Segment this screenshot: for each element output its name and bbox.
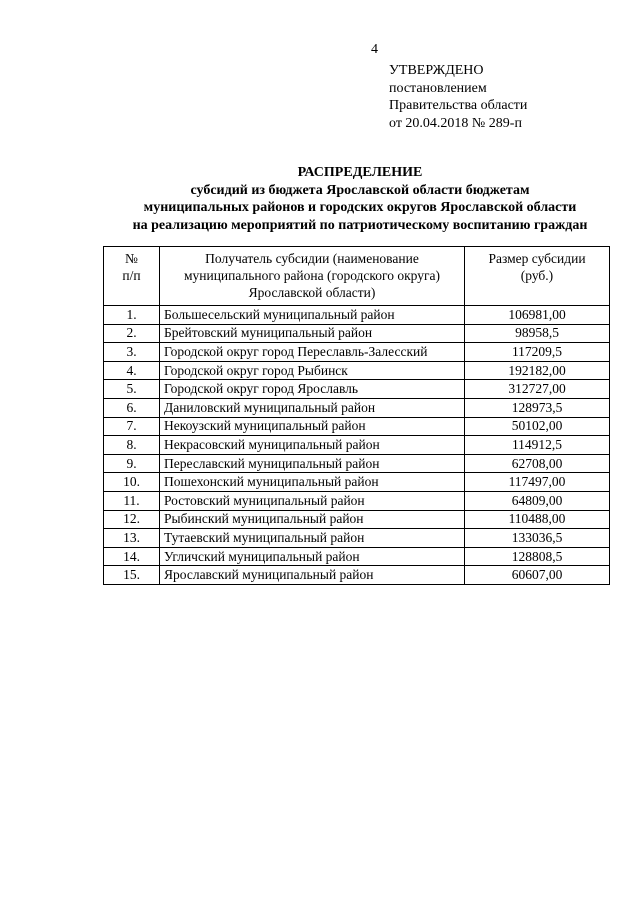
header-amount (465, 247, 610, 306)
row-recipient: Некоузский муниципальный район (160, 417, 465, 436)
row-recipient: Тутаевский муниципальный район (160, 529, 465, 548)
table-row (104, 566, 610, 585)
table-header-row (104, 247, 610, 306)
approval-line: от 20.04.2018 № 289-п (389, 115, 522, 131)
document-title (90, 164, 630, 234)
header-text: № (125, 251, 138, 266)
title-line: РАСПРЕДЕЛЕНИЕ (297, 165, 423, 180)
table-row (104, 343, 610, 362)
table-row (104, 454, 610, 473)
row-recipient: Пошехонский муниципальный район (160, 473, 465, 492)
header-recipient (160, 247, 465, 306)
title-line: субсидий из бюджета Ярославской области бюджетам (190, 182, 530, 198)
row-number: 8. (104, 436, 160, 455)
table-row (104, 547, 610, 566)
row-amount: 128808,5 (465, 547, 610, 566)
header-text: Получатель субсидии (наименование (205, 251, 419, 266)
row-amount: 60607,00 (465, 566, 610, 585)
row-amount: 192182,00 (465, 361, 610, 380)
row-number: 3. (104, 343, 160, 362)
title-line: на реализацию мероприятий по патриотическому воспитанию граждан (132, 217, 588, 233)
approval-stamp (389, 62, 527, 132)
row-amount: 133036,5 (465, 529, 610, 548)
row-amount: 128973,5 (465, 398, 610, 417)
row-number: 5. (104, 380, 160, 399)
table-row (104, 510, 610, 529)
row-recipient: Большесельский муниципальный район (160, 306, 465, 325)
row-amount: 110488,00 (465, 510, 610, 529)
row-amount: 98958,5 (465, 324, 610, 343)
row-recipient: Городской округ город Ярославль (160, 380, 465, 399)
row-amount: 64809,00 (465, 491, 610, 510)
row-recipient: Ярославский муниципальный район (160, 566, 465, 585)
header-text: п/п (122, 268, 141, 283)
table-row (104, 324, 610, 343)
row-number: 9. (104, 454, 160, 473)
table-row (104, 398, 610, 417)
header-text: Ярославской области) (248, 285, 376, 300)
row-number: 13. (104, 529, 160, 548)
table-row (104, 436, 610, 455)
header-text: муниципального района (городского округа) (183, 268, 441, 283)
row-amount: 312727,00 (465, 380, 610, 399)
table-row (104, 306, 610, 325)
distribution-table (103, 246, 610, 585)
approval-line: Правительства области (389, 98, 528, 113)
row-amount: 114912,5 (465, 436, 610, 455)
row-recipient: Брейтовский муниципальный район (160, 324, 465, 343)
title-line: муниципальных районов и городских округов Ярославской области (143, 200, 577, 215)
row-amount: 106981,00 (465, 306, 610, 325)
row-recipient: Даниловский муниципальный район (160, 398, 465, 417)
table-row (104, 361, 610, 380)
row-number: 6. (104, 398, 160, 417)
row-amount: 117209,5 (465, 343, 610, 362)
row-amount: 62708,00 (465, 454, 610, 473)
row-recipient: Некрасовский муниципальный район (160, 436, 465, 455)
row-recipient: Рыбинский муниципальный район (160, 510, 465, 529)
row-recipient: Городской округ город Рыбинск (160, 361, 465, 380)
row-number: 12. (104, 510, 160, 529)
row-amount: 117497,00 (465, 473, 610, 492)
row-number: 15. (104, 566, 160, 585)
header-text: (руб.) (520, 268, 554, 283)
row-number: 14. (104, 547, 160, 566)
header-number (104, 247, 160, 306)
row-number: 4. (104, 361, 160, 380)
table-row (104, 473, 610, 492)
approval-line: УТВЕРЖДЕНО (389, 63, 484, 78)
table-row (104, 417, 610, 436)
row-number: 11. (104, 491, 160, 510)
row-amount: 50102,00 (465, 417, 610, 436)
row-recipient: Переславский муниципальный район (160, 454, 465, 473)
table-row (104, 529, 610, 548)
row-recipient: Угличский муниципальный район (160, 547, 465, 566)
row-number: 2. (104, 324, 160, 343)
approval-line: постановлением (389, 80, 487, 96)
table-row (104, 380, 610, 399)
header-text: Размер субсидии (488, 251, 586, 266)
row-number: 7. (104, 417, 160, 436)
row-recipient: Ростовский муниципальный район (160, 491, 465, 510)
row-recipient: Городской округ город Переславль-Залесский (160, 343, 465, 362)
row-number: 1. (104, 306, 160, 325)
row-number: 10. (104, 473, 160, 492)
page-number: 4 (371, 42, 378, 57)
table-row (104, 491, 610, 510)
